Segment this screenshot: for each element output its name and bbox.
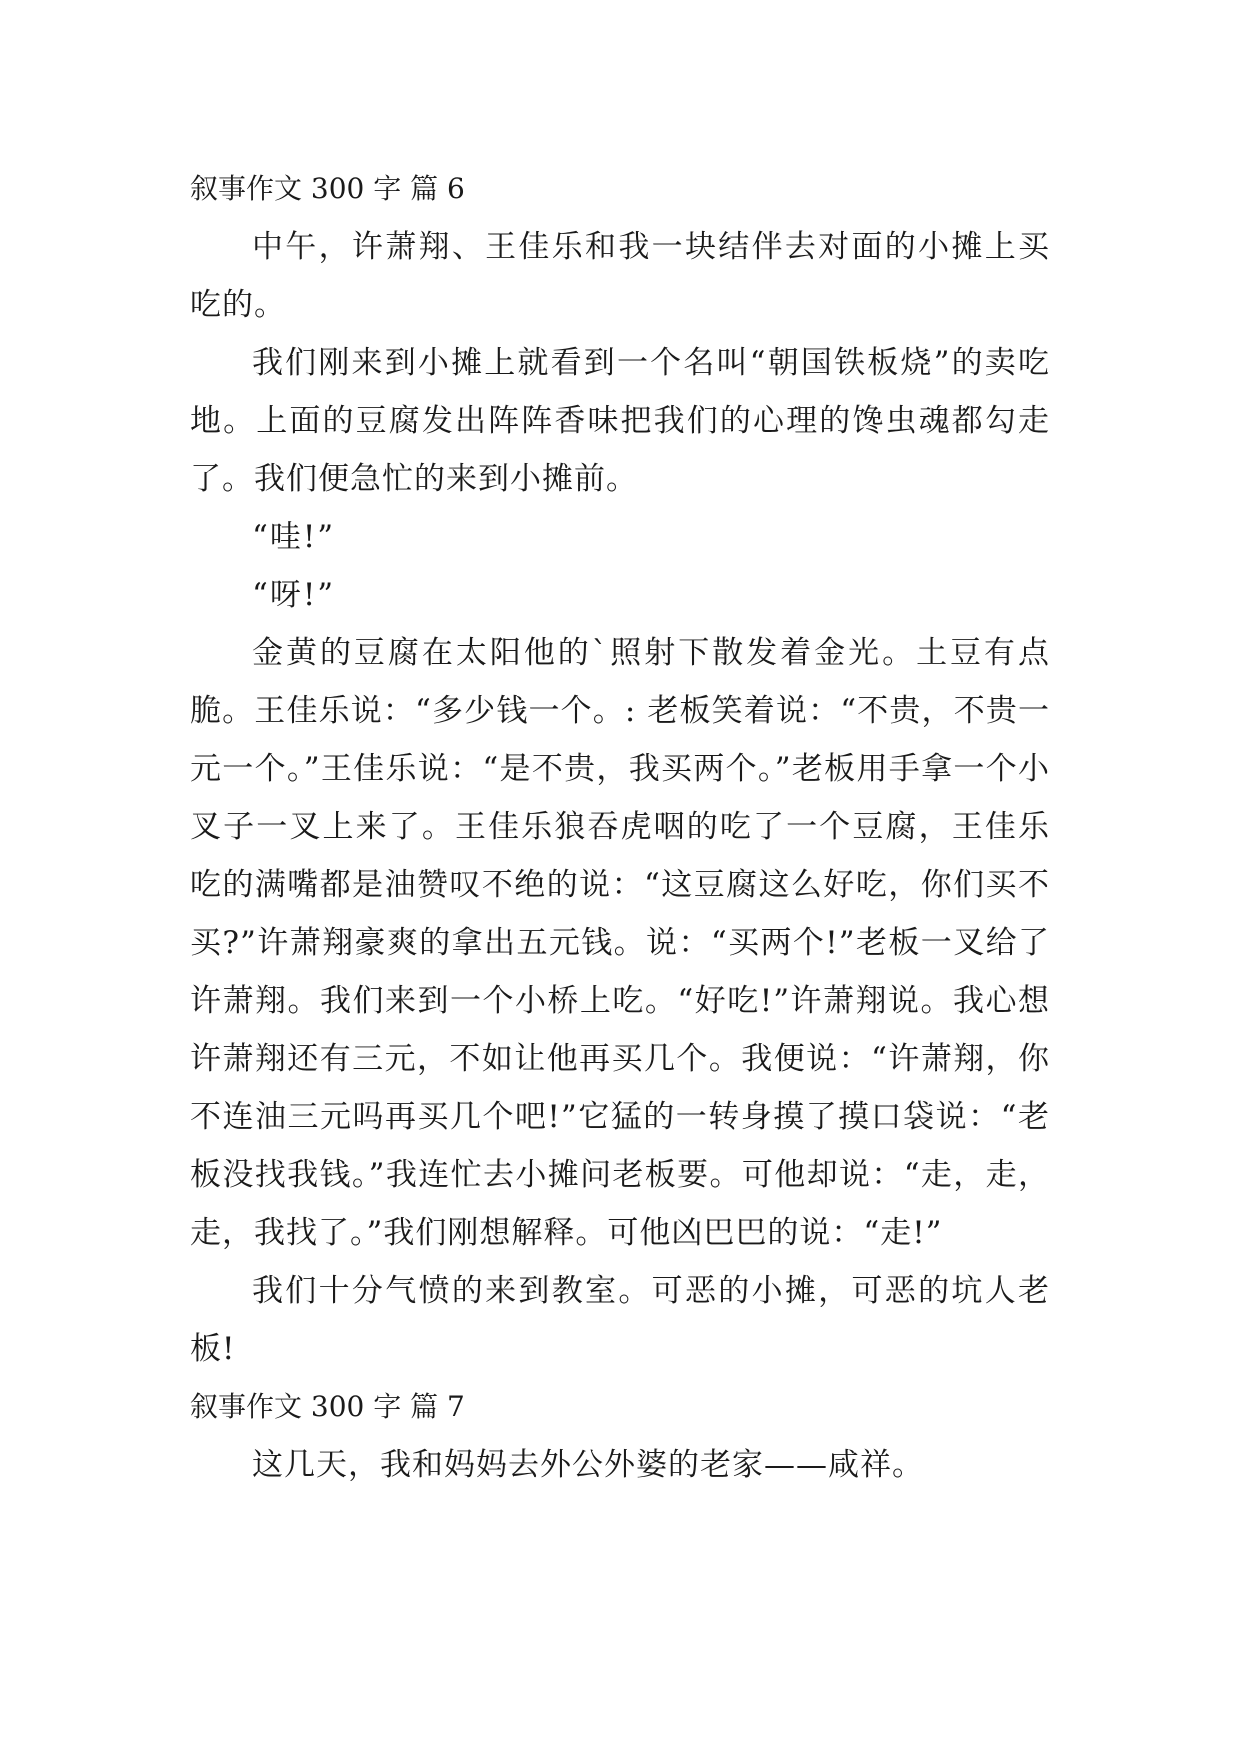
paragraph: 我们刚来到小摊上就看到一个名叫“朝国铁板烧”的卖吃地。上面的豆腐发出阵阵香味把我们的心理的馋虫魂都勾走了。我们便急忙的来到小摊前。 bbox=[190, 345, 1050, 497]
paragraph: 我们十分气愤的来到教室。可恶的小摊，可恶的坑人老板! bbox=[190, 1273, 1050, 1367]
paragraph: “哇!” bbox=[252, 519, 336, 555]
essay-section-6 bbox=[190, 160, 1050, 1378]
paragraph: 中午，许萧翔、王佳乐和我一块结伴去对面的小摊上买吃的。 bbox=[190, 229, 1050, 323]
paragraph: 金黄的豆腐在太阳他的`照射下散发着金光。土豆有点脆。王佳乐说：“多少钱一个。: 老板笑着说：“不贵，不贵一元一个。”王佳乐说：“是不贵，我买两个。”老板用手拿一个小叉子一叉上来了。王佳乐狼吞虎咽的吃了一个豆腐，王佳乐吃的满嘴都是油赞叹不绝的说：“这豆腐这么好吃，你们买不买?”许萧翔豪爽的拿出五元钱。说：“买两个!”老板一叉给了许萧翔。我们来到一个小桥上吃。“好吃!”许萧翔说。我心想许萧翔还有三元，不如让他再买几个。我便说：“许萧翔，你不连油三元吗再买几个吧!”它猛的一转身摸了摸口袋说：“老板没找我钱。”我连忙去小摊问老板要。可他却说：“走，走，走，我找了。”我们刚想解释。可他凶巴巴的说：“走!” bbox=[190, 635, 1050, 1251]
paragraph: “呀!” bbox=[252, 577, 336, 613]
section-heading: 叙事作文 300 字 篇 7 bbox=[190, 1390, 465, 1423]
section-heading: 叙事作文 300 字 篇 6 bbox=[190, 172, 465, 205]
paragraph: 这几天，我和妈妈去外公外婆的老家——咸祥。 bbox=[252, 1447, 924, 1483]
essay-section-7 bbox=[190, 1378, 1050, 1494]
document-body bbox=[190, 160, 1050, 1494]
